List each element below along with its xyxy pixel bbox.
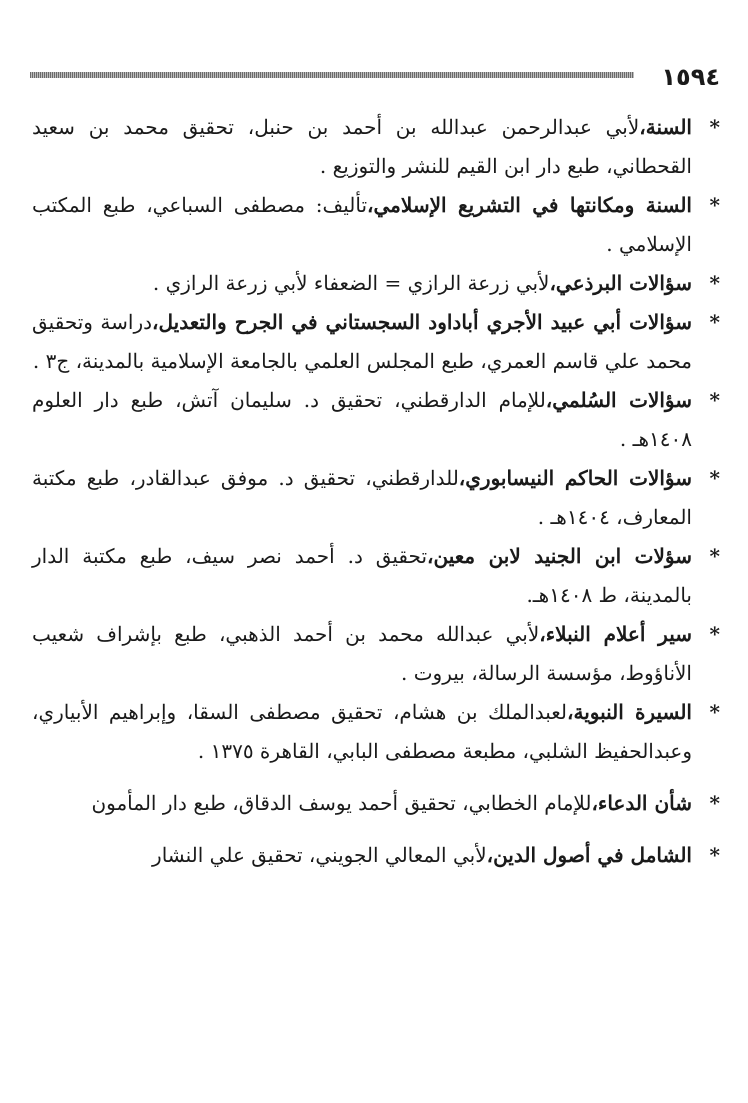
entry-title: سؤالات السُلمي،: [545, 388, 692, 412]
entry-title: سؤالات البرذعي،: [549, 271, 692, 295]
entry-text: للدارقطني، تحقيق د. موفق عبدالقادر، طبع مكتبة المعارف، ١٤٠٤هـ .: [32, 466, 692, 529]
entry-title: سؤالات الحاكم النيسابوري،: [458, 466, 692, 490]
entry-marker: *: [709, 271, 720, 295]
entry-marker: *: [709, 193, 720, 217]
entry-marker: *: [709, 544, 720, 568]
entry-text: لأبي زرعة الرازي = الضعفاء لأبي زرعة الرازي .: [152, 271, 550, 295]
bibliography-list: [32, 108, 720, 875]
entry-marker: *: [709, 466, 720, 490]
header-rule: [30, 72, 634, 78]
entry-title: شأن الدعاء،: [591, 791, 692, 815]
bibliography-entry: [32, 264, 720, 303]
spacer: [32, 823, 720, 836]
entry-marker: *: [709, 700, 720, 724]
bibliography-entry: [32, 615, 720, 693]
entry-text: للإمام الخطابي، تحقيق أحمد يوسف الدقاق، طبع دار المأمون: [91, 791, 592, 815]
entry-title: سؤلات ابن الجنيد لابن معين،: [427, 544, 692, 568]
entry-title: سير أعلام النبلاء،: [539, 622, 692, 646]
bibliography-entry: [32, 108, 720, 186]
spacer: [32, 771, 720, 784]
page-number: ١٥٩٤: [661, 63, 720, 91]
entry-text: تحقيق د. أحمد نصر سيف، طبع مكتبة الدار بالمدينة، ط ١٤٠٨هـ.: [32, 544, 692, 607]
entry-marker: *: [709, 115, 720, 139]
bibliography-entry: [32, 303, 720, 381]
entry-text: لعبدالملك بن هشام، تحقيق مصطفى السقا، وإبراهيم الأبياري، وعبدالحفيظ الشلبي، مطبعة مصطفى البابي، القاهرة ١٣٧٥ .: [32, 700, 692, 763]
bibliography-entry: [32, 836, 720, 875]
entry-text: تأليف: مصطفى السباعي، طبع المكتب الإسلامي .: [32, 193, 692, 256]
entry-text: دراسة وتحقيق محمد علي قاسم العمري، طبع المجلس العلمي بالجامعة الإسلامية بالمدينة، ج٣ .: [32, 310, 692, 373]
entry-marker: *: [709, 791, 720, 815]
entry-marker: *: [709, 388, 720, 412]
entry-title: السنة ومكانتها في التشريع الإسلامي،: [367, 193, 692, 217]
entry-title: السيرة النبوية،: [567, 700, 692, 724]
entry-text: لأبي عبدالله محمد بن أحمد الذهبي، طبع بإشراف شعيب الأناؤوط، مؤسسة الرسالة، بيروت .: [32, 622, 692, 685]
entry-marker: *: [709, 843, 720, 867]
entry-text: لأبي المعالي الجويني، تحقيق علي النشار: [152, 843, 487, 867]
bibliography-entry: [32, 381, 720, 459]
bibliography-entry: [32, 693, 720, 771]
bibliography-entry: [32, 186, 720, 264]
entry-title: سؤالات أبي عبيد الأجري أباداود السجستاني في الجرح والتعديل،: [152, 310, 692, 334]
entry-text: للإمام الدارقطني، تحقيق د. سليمان آتش، طبع دار العلوم ١٤٠٨هـ .: [32, 388, 692, 451]
entry-marker: *: [709, 622, 720, 646]
bibliography-entry: [32, 784, 720, 823]
page-header: [30, 62, 720, 92]
entry-title: السنة،: [639, 115, 692, 139]
bibliography-entry: [32, 537, 720, 615]
entry-marker: *: [709, 310, 720, 334]
entry-title: الشامل في أصول الدين،: [486, 843, 692, 867]
bibliography-entry: [32, 459, 720, 537]
entry-text: لأبي عبدالرحمن عبدالله بن أحمد بن حنبل، تحقيق محمد بن سعيد القحطاني، طبع دار ابن القيم للنشر والتوزيع .: [32, 115, 692, 178]
